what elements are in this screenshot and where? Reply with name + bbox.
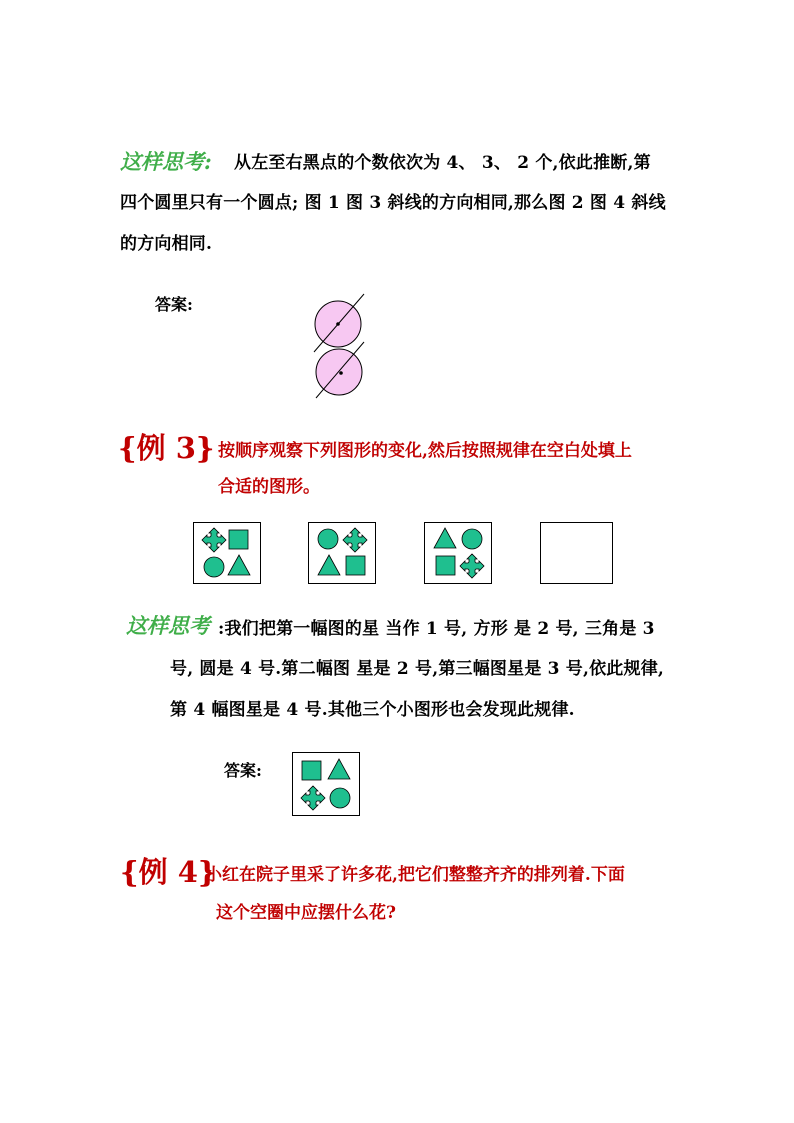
example3-label: {例 3} — [118, 431, 215, 465]
square-shape — [302, 761, 321, 780]
pattern-box-1 — [193, 522, 261, 584]
pattern-box-2 — [308, 522, 376, 584]
square-shape — [346, 556, 365, 575]
example4-label: {例 4} — [120, 855, 217, 889]
example3-think-line2: 号, 圆是 4 号.第二幅图 星是 2 号,第三幅图星是 3 号,依此规律, — [170, 659, 665, 679]
pattern-box-4-blank — [540, 522, 613, 584]
circle-shape — [204, 557, 224, 577]
circle-shape — [462, 529, 482, 549]
think-label-1: 这样思考: — [120, 149, 212, 174]
pattern-box-3 — [424, 522, 492, 584]
section1-line3: 的方向相同. — [120, 234, 213, 254]
example3-think-line3: 第 4 幅图星是 4 号.其他三个小图形也会发现此规律. — [170, 700, 575, 720]
square-shape — [229, 530, 248, 549]
answer-circle-bottom — [316, 349, 362, 395]
circle-shape — [318, 529, 338, 549]
think-label-2: 这样思考 — [126, 613, 210, 638]
section1-line1: 从左至右黑点的个数依次为 4、 3、 2 个,依此推断,第 — [234, 153, 651, 173]
example3-line2: 合适的图形。 — [218, 477, 320, 497]
example4-line2: 这个空圈中应摆什么花? — [216, 903, 396, 923]
section1-line2: 四个圆里只有一个圆点; 图 1 图 3 斜线的方向相同,那么图 2 图 4 斜线 — [120, 193, 666, 213]
answer-pattern-box — [292, 752, 360, 816]
answer-label-1: 答案: — [155, 295, 193, 314]
answer-label-2: 答案: — [224, 761, 262, 780]
example3-think-line1: :我们把第一幅图的星 当作 1 号, 方形 是 2 号, 三角是 3 — [218, 619, 655, 639]
square-shape — [436, 556, 455, 575]
answer-circles-figure — [300, 288, 380, 408]
example3-line1: 按顺序观察下列图形的变化,然后按照规律在空白处填上 — [218, 441, 632, 461]
circle-shape — [330, 788, 350, 808]
example4-line1: 小红在院子里采了许多花,把它们整整齐齐的排列着.下面 — [205, 865, 625, 885]
answer-circle-bottom-dot — [339, 371, 343, 375]
